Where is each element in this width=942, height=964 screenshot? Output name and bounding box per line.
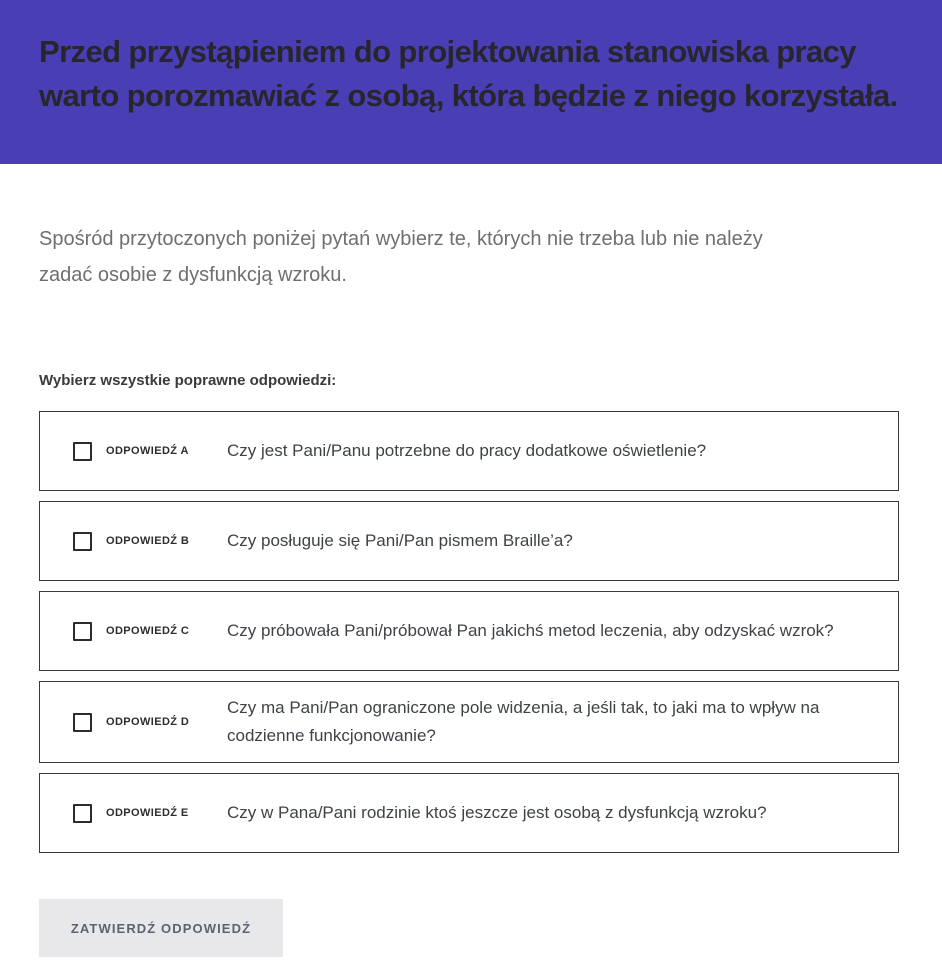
answer-text: Czy w Pana/Pani rodzinie ktoś jeszcze jest osobą z dysfunkcją wzroku?: [227, 803, 767, 822]
checkbox-icon[interactable]: [73, 804, 92, 823]
answer-option-a[interactable]: [39, 411, 899, 491]
answer-option-c[interactable]: [39, 591, 899, 671]
answer-option-b[interactable]: [39, 501, 899, 581]
answer-text: Czy ma Pani/Pan ograniczone pole widzenia, a jeśli tak, to jaki ma to wpływ na codzienne funkcjonowanie?: [227, 698, 820, 745]
answer-label: ODPOWIEDŹ D: [106, 716, 190, 728]
answer-option-d[interactable]: [39, 681, 899, 763]
answer-label: ODPOWIEDŹ E: [106, 807, 189, 819]
answer-label: ODPOWIEDŹ B: [106, 535, 190, 547]
question-header: [0, 0, 942, 164]
question-body: [0, 221, 942, 957]
answer-option-e[interactable]: [39, 773, 899, 853]
answer-text: Czy jest Pani/Panu potrzebne do pracy dodatkowe oświetlenie?: [227, 441, 707, 460]
answers-instruction: Wybierz wszystkie poprawne odpowiedzi:: [39, 372, 337, 389]
answers-list: [39, 411, 899, 853]
checkbox-icon[interactable]: [73, 442, 92, 461]
submit-answer-button[interactable]: ZATWIERDŹ ODPOWIEDŹ: [39, 899, 283, 957]
answer-label: ODPOWIEDŹ A: [106, 445, 189, 457]
answer-text: Czy posługuje się Pani/Pan pismem Braille’a?: [227, 531, 573, 550]
checkbox-icon[interactable]: [73, 622, 92, 641]
question-prompt: Spośród przytoczonych poniżej pytań wybierz te, których nie trzeba lub nie należy zadać osobie z dysfunkcją wzroku.: [39, 228, 763, 286]
answer-label: ODPOWIEDŹ C: [106, 625, 190, 637]
page-title: Przed przystąpieniem do projektowania stanowiska pracy warto porozmawiać z osobą, która będzie z niego korzystała.: [39, 34, 898, 113]
answer-text: Czy próbowała Pani/próbował Pan jakichś metod leczenia, aby odzyskać wzrok?: [227, 621, 834, 640]
checkbox-icon[interactable]: [73, 713, 92, 732]
checkbox-icon[interactable]: [73, 532, 92, 551]
